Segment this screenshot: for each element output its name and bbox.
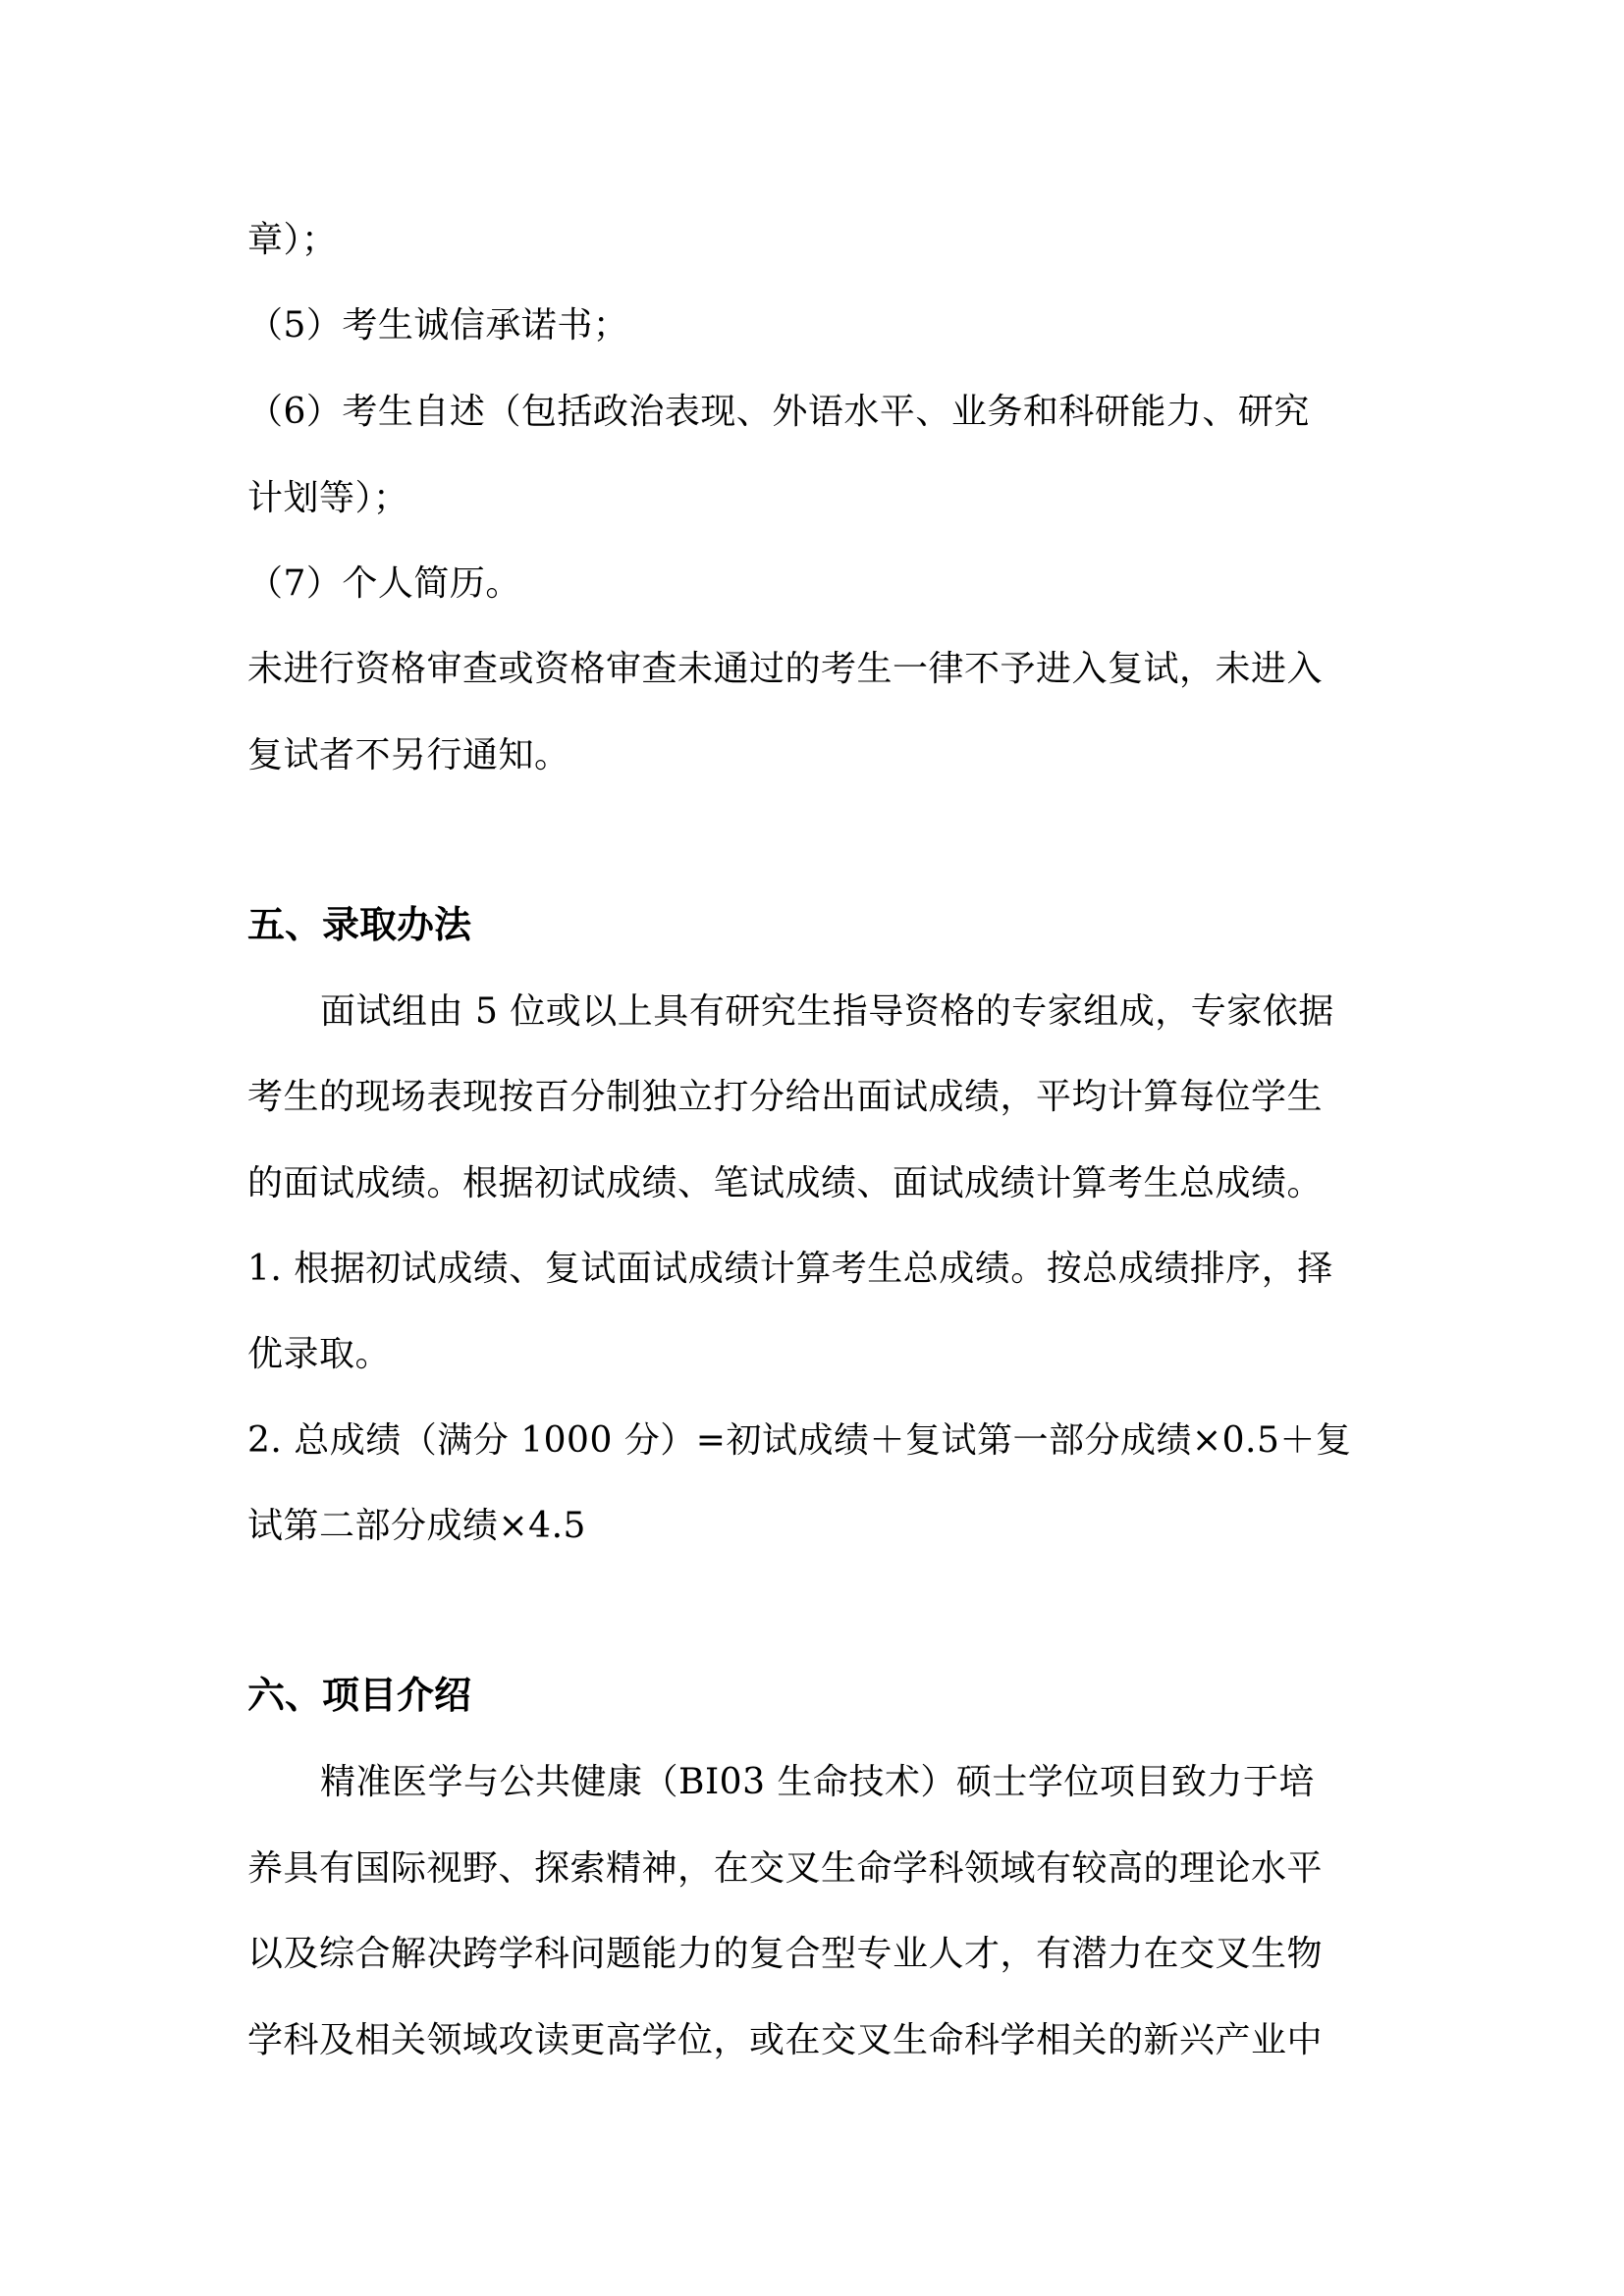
section4-continuation-line: 章）； <box>247 220 338 260</box>
review-note-line-2: 复试者不另行通知。 <box>247 735 570 775</box>
requirement-item-5: （5）考生诚信承诺书； <box>247 305 629 346</box>
admission-rule-1-line-1: 1. 根据初试成绩、复试面试成绩计算考生总成绩。按总成绩排序，择 <box>247 1249 1333 1289</box>
section-heading-program-intro: 六、项目介绍 <box>247 1674 472 1717</box>
section-heading-admission-method: 五、录取办法 <box>247 903 472 946</box>
admission-paragraph-line-2: 考生的现场表现按百分制独立打分给出面试成绩，平均计算每位学生 <box>247 1077 1324 1117</box>
admission-rule-1-line-2: 优录取。 <box>247 1334 392 1374</box>
admission-rule-2-line-2: 试第二部分成绩×4.5 <box>247 1506 586 1546</box>
program-intro-line-1: 精准医学与公共健康（BI03 生命技术）硕士学位项目致力于培 <box>320 1762 1315 1802</box>
admission-paragraph-line-3: 的面试成绩。根据初试成绩、笔试成绩、面试成绩计算考生总成绩。 <box>247 1163 1324 1203</box>
requirement-item-7: （7）个人简历。 <box>247 563 521 604</box>
admission-rule-2-line-1: 2. 总成绩（满分 1000 分）=初试成绩＋复试第一部分成绩×0.5＋复 <box>247 1420 1352 1461</box>
program-intro-line-2: 养具有国际视野、探索精神，在交叉生命学科领域有较高的理论水平 <box>247 1848 1324 1889</box>
program-intro-line-4: 学科及相关领域攻读更高学位，或在交叉生命科学相关的新兴产业中 <box>247 2020 1324 2060</box>
program-intro-line-3: 以及综合解决跨学科问题能力的复合型专业人才，有潜力在交叉生物 <box>247 1934 1324 1974</box>
admission-paragraph-line-1: 面试组由 5 位或以上具有研究生指导资格的专家组成，专家依据 <box>320 991 1334 1032</box>
review-note-line-1: 未进行资格审查或资格审查未通过的考生一律不予进入复试，未进入 <box>247 649 1324 689</box>
requirement-item-6-line-2: 计划等）； <box>247 478 409 518</box>
requirement-item-6-line-1: （6）考生自述（包括政治表现、外语水平、业务和科研能力、研究 <box>247 392 1310 432</box>
